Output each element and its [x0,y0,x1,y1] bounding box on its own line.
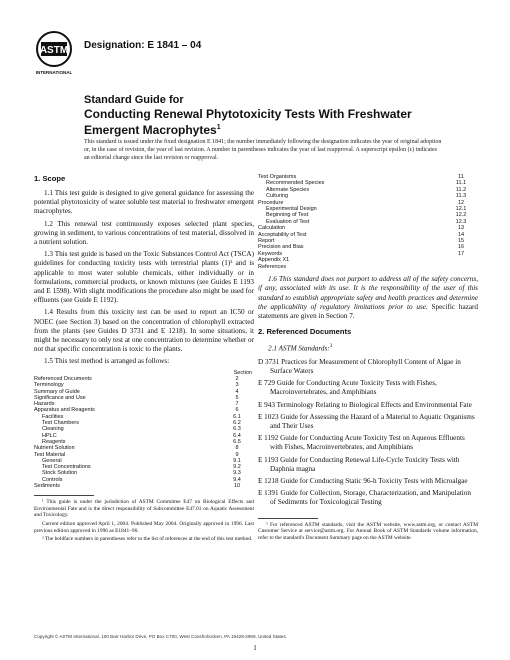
astm-standards-intro [258,342,478,354]
standard-note: This standard is issued under the fixed designation E 1841; the number immediately following the designation indicates the year of original adoption or, in the case of revision, the year of last revision. A number in parentheses indicates the year of last reapproval. A superscript epsilon (ε) indicates an editorial change since the last revision or reapproval. [84,139,442,161]
designation: Designation: E 1841 – 04 [84,40,202,51]
toc-table-right [258,174,476,270]
toc-section-number: 6.5 [233,438,241,445]
toc-section-number: 11.2 [455,186,467,193]
toc-label: Summary of Guide [34,388,80,395]
toc-section-number: 12.2 [455,212,467,219]
toc-section-number: 6.3 [233,426,241,433]
toc-section-number: 10 [233,483,241,489]
footnote-rule-right [258,518,318,519]
toc-section-number: 6.2 [233,420,241,427]
footnote-2: ² The boldface numbers in parentheses refer to the list of references at the end of this test method. [42,536,253,543]
toc-section-number: 9.4 [233,476,241,483]
title-line-3 [84,121,464,137]
toc-section-number: 11 [458,174,464,180]
toc-label: Recommended Species [266,180,325,187]
toc-label: Nutrient Solution [34,445,75,452]
title-footnote-marker: 1 [216,124,221,131]
toc-section-number: 8 [235,445,239,452]
referenced-document-item: E 729 Guide for Conducting Acute Toxicity Tests with Fishes, Macroinvertebrates, and Amphibians [258,379,437,397]
toc-section-number: 6.1 [233,413,241,420]
footnote-rule [34,495,94,496]
toc-section-number: 6.4 [233,432,241,439]
scope-para-1-3: 1.3 This test guide is based on the Toxic Substances Control Act (TSCA) guidelines for conducting toxicity tests with terrestrial plants (1)² and is applicable to most water soluble chemicals, either individually or in formulations, commercial products, or known mixtures (see Guides E 1193 and E 1598). With slight modifications the procedure also might be used for effluents (see Guide E 1192). [34,250,254,305]
safety-statement: 1.6 This standard does not purport to address all of the safety concerns, if any, associated with its use. It is the responsibility of the user of this standard to establish appropriate safety and health practices and determine the applicability of regulatory limitations prior to use. [258,275,478,311]
toc-row [34,483,252,489]
toc-row [258,264,476,270]
toc-table-left [34,370,252,490]
toc-label: Beginning of Test [266,212,309,219]
toc-label: Cleaning [42,426,64,433]
toc-section-number: 12 [457,199,465,206]
title-line-2: Conducting Renewal Phytotoxicity Tests With Freshwater [84,107,412,121]
referenced-documents-list [258,358,478,508]
toc-label: General [42,457,62,464]
footnote-3: ³ For referenced ASTM standards, visit the ASTM website, www.astm.org, or contact ASTM Customer Service at service@astm.org. For Annual Book of ASTM Standards volume information, refer to the standard's Document Summary page on the ASTM website. [258,521,478,541]
toc-section-number: 14 [457,231,465,238]
svg-text:INTERNATIONAL: INTERNATIONAL [35,70,73,75]
astm-standards-intro-text: 2.1 ASTM Standards: [268,344,330,353]
toc-label: Report [258,238,275,245]
toc-left-rows [34,376,252,489]
scope-heading: 1. Scope [34,174,66,183]
toc-label: Appendix X1 [258,257,290,264]
toc-section-number: 9 [235,451,239,458]
astm-logo [34,28,74,78]
toc-section-number: 9.1 [233,457,241,464]
toc-section-number: 4 [235,388,239,395]
referenced-document-item: E 1391 Guide for Collection, Storage, Characterization, and Manipulation of Sediments for Toxicological Testing [258,489,471,507]
toc-label: Hazards [34,401,55,408]
toc-section-number: 5 [235,394,239,401]
footnote-1-edition: Current edition approved April 1, 2004. Published May 2004. Originally approved in 1996. Last previous edition approved in 1996 as E1841–96. [34,521,254,534]
toc-section-header: Section [233,369,252,376]
referenced-document-item: E 1023 Guide for Assessing the Hazard of a Material to Aquatic Organisms and Their Uses [258,412,475,430]
toc-label: Culturing [266,193,289,200]
referenced-document-item: E 1193 Guide for Conducting Renewal Life-Cycle Toxicity Tests with Daphnia magna [258,455,460,473]
referenced-documents-heading: 2. Referenced Documents [258,327,352,337]
toc-section-number: 13 [457,225,465,232]
title-line-1: Standard Guide for [84,94,184,106]
toc-label: Terminology [34,382,64,389]
right-column [258,174,478,543]
toc-section-number: 2 [235,375,239,382]
page-number: 1 [253,644,257,652]
safety-statement-tail: Specific hazard statements are given in Section 7. [258,302,478,320]
referenced-document-item: E 1218 Guide for Conducting Static 96-h Toxicity Tests with Microalgae [258,476,468,485]
toc-label: Controls [42,476,63,483]
toc-section-number: 16 [457,244,465,251]
toc-label: Acceptability of Test [258,231,307,238]
toc-label: Stock Solution [42,470,78,477]
referenced-document-item: E 1192 Guide for Conducting Acute Toxicity Test on Aqueous Effluents with Fishes, Macroinvertebrates, and Amphibians [258,434,465,452]
toc-label: Precision and Bias [258,244,304,251]
toc-section-number: 3 [235,382,239,389]
toc-label: Test Organisms [258,174,297,180]
scope-para-1-6 [258,275,478,321]
astm-logo-icon [34,28,74,78]
toc-label: Calculation [258,225,286,232]
toc-label: Significance and Use [34,394,86,401]
copyright-line: Copyright © ASTM International, 100 Barr Harbor Drive, PO Box C700, West Conshohocken, PA 19428-2959, United States. [34,634,287,639]
scope-para-1-4: 1.4 Results from this toxicity test can be used to report an IC50 or NOEC (see Section 3) based on the concentration of chlorophyll extracted from the plants (see Guides D 3731 and E 1218). In some situations, it might be necessary to only test at one concentration to determine whether or not that specific concentration is toxic to the plants. [34,308,254,354]
astm-standards-footnote-marker: 3 [329,344,333,350]
toc-label: Evaluation of Test [266,218,310,225]
toc-label: Sediments [34,483,60,489]
toc-label: Experimental Design [266,206,317,213]
toc-label: Test Material [34,451,66,458]
toc-label: Referenced Documents [34,375,92,382]
toc-section-number: 12.1 [455,206,467,213]
toc-label: Alternate Species [266,186,310,193]
toc-section-number [446,264,476,270]
toc-label: Apparatus and Reagents [34,407,95,414]
toc-label: Procedure [258,199,284,206]
referenced-document-item: E 943 Terminology Relating to Biological Effects and Environmental Fate [258,400,472,409]
title-line-3-text: Emergent Macrophytes [84,123,217,137]
toc-label: Test Concentrations [42,464,91,471]
toc-section-number: 9.3 [233,470,241,477]
footnote-1: ¹ This guide is under the jurisdiction of ASTM Committee E47 on Biological Effects and Environmental Fate and is the direct responsibility of Subcommittee E47.01 on Aquatic Assessment and Toxicology. [34,499,254,519]
toc-label: Reagents [42,438,66,445]
toc-section-number: 15 [457,238,465,245]
title-block [84,94,464,137]
toc-label: HPLC [42,432,57,439]
toc-label: Facilities [42,413,64,420]
toc-section-number: 7 [235,401,239,408]
toc-section-number: 11.1 [455,180,467,187]
toc-label: References [258,263,287,270]
toc-section-number: 11.3 [455,193,467,200]
referenced-document-item: D 3731 Practices for Measurement of Chlorophyll Content of Algae in Surface Waters [258,357,461,375]
scope-para-1-5: 1.5 This test method is arranged as follows: [44,357,170,366]
left-column [34,174,254,545]
toc-section-number: 6 [235,407,239,414]
toc-section-number: 12.3 [455,218,467,225]
toc-section-number: 9.2 [233,464,241,471]
toc-label: Keywords [258,250,283,257]
scope-para-1-2: 1.2 This renewal test continuously exposes selected plant species, growing in sediment, to various concentrations of test material, dissolved in a nutrient solution. [34,219,254,247]
svg-text:ASTM: ASTM [39,45,69,56]
scope-para-1-1: 1.1 This test guide is designed to give general guidance for assessing the potential phytotoxicity of water soluble test material to freshwater emergent macrophytes. [34,189,254,216]
toc-section-number: 17 [457,250,465,257]
toc-label: Test Chambers [42,420,79,427]
